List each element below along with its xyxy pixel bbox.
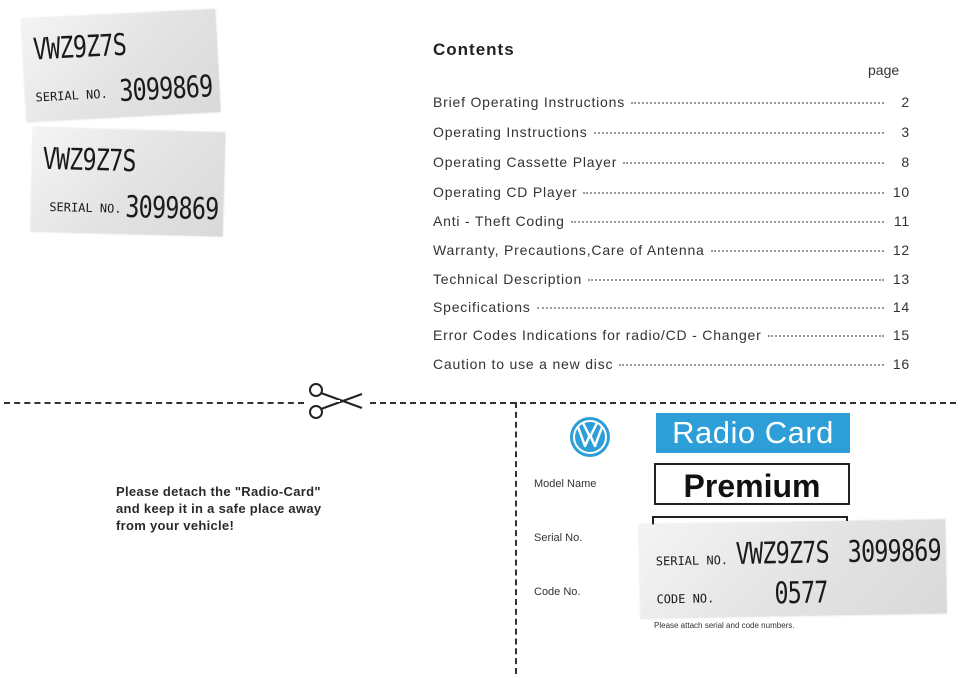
toc-row[interactable]	[433, 184, 910, 200]
label-model: VWZ9Z7S	[42, 141, 137, 180]
leader-dots	[711, 249, 884, 252]
leader-dots	[631, 101, 884, 104]
leader-dots	[594, 131, 884, 134]
sticker-serial: 3099869	[847, 533, 942, 571]
toc-page: 2	[901, 94, 910, 110]
toc-row[interactable]	[433, 271, 910, 287]
code-no-label: Code No.	[534, 586, 581, 598]
leader-dots	[768, 334, 884, 337]
toc-row[interactable]	[433, 154, 910, 170]
toc-row[interactable]	[433, 242, 910, 258]
toc-title: Operating CD Player	[433, 184, 578, 200]
toc-row[interactable]	[433, 299, 910, 315]
detach-line-2: and keep it in a safe place away	[116, 501, 322, 516]
radio-card-banner: Radio Card	[656, 413, 850, 453]
detach-line-3: from your vehicle!	[116, 518, 235, 533]
toc-title: Technical Description	[433, 271, 583, 287]
model-name-value: Premium	[654, 463, 850, 505]
toc-title: Specifications	[433, 299, 531, 315]
toc-page: 16	[892, 356, 910, 372]
sticker-code-prefix: CODE NO.	[656, 591, 715, 607]
card-sticker	[639, 519, 947, 618]
contents-title: Contents	[433, 40, 515, 59]
toc-title: Operating Instructions	[433, 124, 588, 140]
page-heading: page	[868, 62, 900, 78]
toc-page: 11	[893, 213, 910, 229]
cut-line-vertical	[515, 402, 517, 674]
detach-note	[116, 483, 321, 534]
toc-page: 10	[892, 184, 910, 200]
vw-logo-icon	[568, 415, 612, 459]
serial-label-1	[21, 9, 220, 122]
toc-page: 12	[892, 242, 910, 258]
toc-title: Brief Operating Instructions	[433, 94, 626, 110]
leader-dots	[588, 278, 884, 281]
toc-page: 8	[901, 154, 910, 170]
leader-dots	[583, 191, 884, 194]
leader-dots	[619, 363, 884, 366]
serial-label-2	[31, 128, 226, 237]
label-model: VWZ9Z7S	[32, 27, 128, 68]
leader-dots	[537, 306, 884, 309]
label-serial-number: 3099869	[118, 69, 214, 110]
toc-page: 3	[901, 124, 910, 140]
detach-line-1: Please detach the "Radio-Card"	[116, 484, 321, 499]
model-name-label: Model Name	[534, 478, 597, 490]
label-serial-number: 3099869	[124, 189, 219, 228]
cut-line-right	[370, 402, 956, 404]
toc-title: Anti - Theft Coding	[433, 213, 565, 229]
toc-row[interactable]	[433, 356, 910, 372]
toc-page: 14	[892, 299, 910, 315]
toc-title: Operating Cassette Player	[433, 154, 618, 170]
toc-title: Error Codes Indications for radio/CD - Changer	[433, 327, 762, 343]
sticker-serial-prefix: SERIAL NO.	[655, 553, 729, 569]
attach-note: Please attach serial and code numbers.	[654, 621, 795, 630]
serial-no-label: Serial No.	[534, 532, 583, 544]
toc-row[interactable]	[433, 213, 910, 229]
sticker-model: VWZ9Z7S	[735, 535, 830, 572]
toc-row[interactable]	[433, 327, 910, 343]
toc-title: Warranty, Precautions,Care of Antenna	[433, 242, 705, 258]
label-serial-prefix: SERIAL NO.	[49, 199, 122, 216]
leader-dots	[571, 220, 884, 223]
toc-row[interactable]	[433, 124, 910, 140]
toc-page: 13	[892, 271, 910, 287]
toc-row[interactable]	[433, 94, 910, 110]
cut-line-left	[4, 402, 304, 404]
toc-title: Caution to use a new disc	[433, 356, 614, 372]
scissors-icon	[306, 382, 366, 422]
leader-dots	[623, 161, 884, 164]
sticker-code: 0577	[774, 575, 828, 612]
toc-page: 15	[892, 327, 910, 343]
label-serial-prefix: SERIAL NO.	[35, 86, 109, 105]
